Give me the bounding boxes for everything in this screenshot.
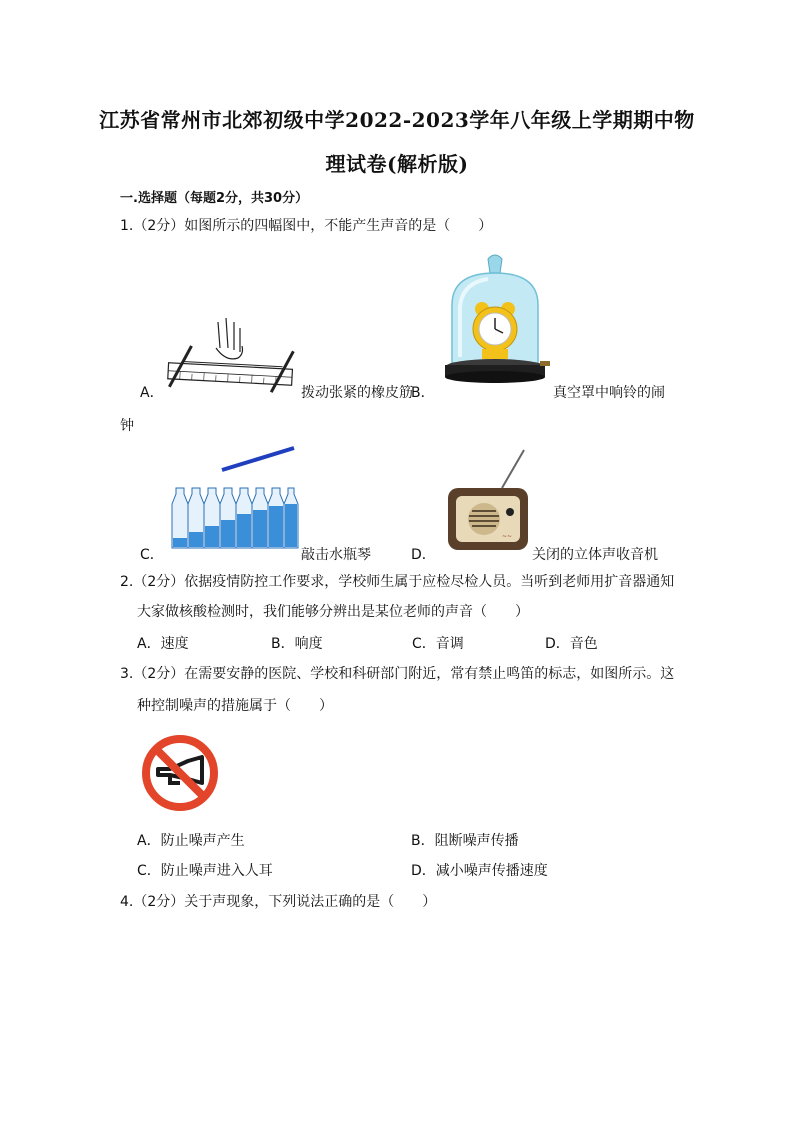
water-bottles-icon [170, 444, 300, 550]
no-horn-sign-icon [140, 733, 220, 813]
q1-option-a-caption: 拨动张紧的橡皮筋 [301, 385, 413, 401]
q2-option-a[interactable]: A．速度 [137, 636, 189, 652]
rubber-band-hand-icon [160, 318, 300, 398]
question-4-stem: 4.（2分）关于声现象，下列说法正确的是（ ） [120, 894, 437, 910]
q1-option-c-label[interactable]: C． [140, 547, 164, 563]
page-title: 江苏省常州市北郊初级中学2022-2023学年八年级上学期期中物 [99, 108, 695, 132]
question-3-stem-cont: 种控制噪声的措施属于（ ） [137, 698, 333, 714]
section-heading: 一.选择题（每题2分，共30分） [120, 191, 309, 206]
q1-option-a-label[interactable]: A． [140, 385, 164, 401]
q1-option-b-label[interactable]: B． [411, 385, 435, 401]
q2-option-d[interactable]: D．音色 [545, 636, 598, 652]
radio-icon [444, 448, 534, 554]
page-title-cont: 理试卷(解析版) [325, 152, 469, 176]
q1-option-c-caption: 敲击水瓶琴 [301, 547, 371, 563]
question-2-stem: 2.（2分）依据疫情防控工作要求，学校师生属于应检尽检人员。当听到老师用扩音器通知 [120, 574, 675, 590]
svg-text:~~: ~~ [502, 533, 513, 540]
q1-option-b-caption: 真空罩中响铃的闹 [553, 385, 665, 401]
question-1-stem: 1.（2分）如图所示的四幅图中，不能产生声音的是（ ） [120, 218, 493, 234]
q1-option-d-label[interactable]: D． [411, 547, 436, 563]
question-2-stem-cont: 大家做核酸检测时，我们能够分辨出是某位老师的声音（ ） [137, 604, 529, 620]
q3-option-d[interactable]: D．减小噪声传播速度 [411, 863, 548, 879]
q3-option-a[interactable]: A．防止噪声产生 [137, 833, 245, 849]
q3-option-b[interactable]: B．阻断噪声传播 [411, 833, 519, 849]
bell-jar-clock-icon [440, 253, 550, 393]
q2-option-c[interactable]: C．音调 [412, 636, 464, 652]
q3-option-c[interactable]: C．防止噪声进入人耳 [137, 863, 273, 879]
question-3-stem: 3.（2分）在需要安静的医院、学校和科研部门附近，常有禁止鸣笛的标志，如图所示。这 [120, 666, 675, 682]
q1-option-b-caption-cont: 钟 [120, 418, 134, 434]
q1-option-d-caption: 关闭的立体声收音机 [532, 547, 658, 563]
q2-option-b[interactable]: B．响度 [271, 636, 323, 652]
